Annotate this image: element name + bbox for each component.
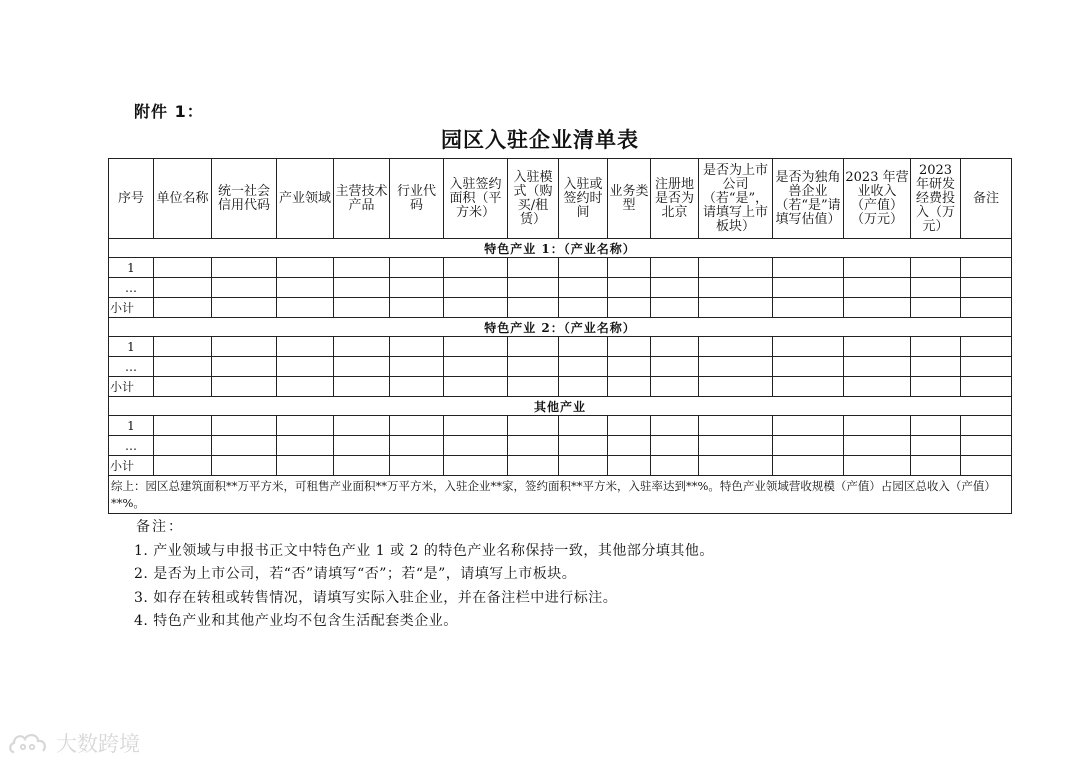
subtotal-row: [109, 298, 1012, 318]
header-business-type: 业务类型: [608, 159, 651, 239]
table-cell[interactable]: [444, 456, 508, 476]
table-cell[interactable]: [559, 258, 608, 278]
header-signed-area: 入驻签约面积（平方米）: [444, 159, 508, 239]
table-cell[interactable]: [390, 337, 444, 357]
table-cell[interactable]: [961, 357, 1012, 377]
table-cell[interactable]: [277, 298, 334, 318]
header-entry-mode: 入驻模式（购买/租赁）: [508, 159, 559, 239]
header-serial: 序号: [109, 159, 154, 239]
table-cell[interactable]: [773, 278, 844, 298]
table-row: [109, 337, 1012, 357]
table-cell[interactable]: [651, 278, 699, 298]
cloud-logo-icon: [8, 730, 50, 756]
table-cell[interactable]: [444, 337, 508, 357]
table-cell[interactable]: [651, 337, 699, 357]
section-row: [109, 397, 1012, 416]
table-cell[interactable]: [212, 258, 277, 278]
table-cell[interactable]: [508, 377, 559, 397]
table-cell[interactable]: [334, 278, 390, 298]
table-cell[interactable]: [444, 377, 508, 397]
table-cell[interactable]: [390, 298, 444, 318]
table-cell[interactable]: [212, 298, 277, 318]
table-cell[interactable]: [608, 436, 651, 456]
header-industry-code: 行业代码: [390, 159, 444, 239]
table-cell[interactable]: [390, 436, 444, 456]
table-cell[interactable]: [651, 436, 699, 456]
header-rd-2023: 2023 年研发经费投入（万元）: [911, 159, 961, 239]
notes-section: [134, 516, 714, 634]
table-cell[interactable]: [911, 298, 961, 318]
table-cell[interactable]: [508, 416, 559, 436]
note-item: 4. 特色产业和其他产业均不包含生活配套类企业。: [134, 613, 458, 629]
table-cell[interactable]: [212, 278, 277, 298]
table-cell[interactable]: [559, 357, 608, 377]
section-row: [109, 318, 1012, 337]
table-cell[interactable]: [961, 436, 1012, 456]
table-cell[interactable]: [651, 258, 699, 278]
table-cell[interactable]: [508, 456, 559, 476]
subtotal-row: [109, 456, 1012, 476]
table-cell[interactable]: [212, 377, 277, 397]
header-company-name: 单位名称: [154, 159, 212, 239]
table-cell[interactable]: [844, 416, 911, 436]
table-cell[interactable]: [334, 456, 390, 476]
table-cell[interactable]: [444, 436, 508, 456]
note-item: 2. 是否为上市公司，若“否”请填写“否”；若“是”，请填写上市板块。: [134, 566, 577, 582]
table-cell[interactable]: [773, 456, 844, 476]
table-cell[interactable]: [212, 416, 277, 436]
table-cell[interactable]: [844, 278, 911, 298]
table-cell[interactable]: [154, 298, 212, 318]
table-cell[interactable]: [699, 416, 773, 436]
table-cell[interactable]: [911, 357, 961, 377]
table-cell[interactable]: [699, 298, 773, 318]
attachment-label: 附件 1：: [134, 102, 204, 121]
table-cell[interactable]: [154, 357, 212, 377]
table-cell[interactable]: [334, 298, 390, 318]
table-cell[interactable]: [844, 436, 911, 456]
row-serial: 1: [109, 258, 154, 278]
subtotal-label: 小计: [109, 298, 154, 318]
table-cell[interactable]: [390, 377, 444, 397]
table-cell[interactable]: [608, 416, 651, 436]
table-row: [109, 258, 1012, 278]
watermark: [8, 728, 140, 758]
table-cell[interactable]: [608, 337, 651, 357]
table-cell[interactable]: [390, 278, 444, 298]
table-cell[interactable]: [651, 357, 699, 377]
table-cell[interactable]: [911, 278, 961, 298]
table-cell[interactable]: [334, 258, 390, 278]
table-cell[interactable]: [334, 436, 390, 456]
table-cell[interactable]: [559, 416, 608, 436]
table-cell[interactable]: [608, 357, 651, 377]
subtotal-label: 小计: [109, 377, 154, 397]
table-cell[interactable]: [911, 416, 961, 436]
header-credit-code: 统一社会信用代码: [212, 159, 277, 239]
table-cell[interactable]: [559, 436, 608, 456]
table-cell[interactable]: [277, 278, 334, 298]
table-cell[interactable]: [911, 337, 961, 357]
table-cell[interactable]: [154, 416, 212, 436]
table-cell[interactable]: [961, 278, 1012, 298]
table-cell[interactable]: [608, 258, 651, 278]
header-listed-company: 是否为上市公司（若“是”，请填写上市板块）: [699, 159, 773, 239]
table-cell[interactable]: [961, 416, 1012, 436]
note-item: 1. 产业领域与申报书正文中特色产业 1 或 2 的特色产业名称保持一致，其他部分填其他。: [134, 542, 714, 559]
table-cell[interactable]: [608, 278, 651, 298]
subtotal-row: [109, 377, 1012, 397]
table-cell[interactable]: [444, 416, 508, 436]
summary-row: [109, 476, 1012, 514]
table-cell[interactable]: [911, 436, 961, 456]
table-cell[interactable]: [277, 377, 334, 397]
section-title: 特色产业 2：（产业名称）: [109, 318, 1012, 337]
table-cell[interactable]: [277, 258, 334, 278]
table-cell[interactable]: [911, 377, 961, 397]
table-cell[interactable]: [277, 337, 334, 357]
table-cell[interactable]: [961, 258, 1012, 278]
table-cell[interactable]: [559, 337, 608, 357]
table-cell[interactable]: [444, 258, 508, 278]
table-cell[interactable]: [212, 456, 277, 476]
table-cell[interactable]: [390, 258, 444, 278]
table-cell[interactable]: [334, 377, 390, 397]
table-cell[interactable]: [773, 298, 844, 318]
table-cell[interactable]: [154, 258, 212, 278]
table-cell[interactable]: [699, 337, 773, 357]
row-serial: …: [109, 357, 154, 377]
table-cell[interactable]: [559, 298, 608, 318]
table-cell[interactable]: [154, 436, 212, 456]
table-cell[interactable]: [608, 377, 651, 397]
table-cell[interactable]: [212, 357, 277, 377]
table-cell[interactable]: [154, 278, 212, 298]
watermark-text: 大数跨境: [56, 732, 140, 756]
header-entry-time: 入驻或签约时间: [559, 159, 608, 239]
table-cell[interactable]: [559, 278, 608, 298]
header-revenue-2023: 2023 年营业收入（产值）（万元）: [844, 159, 911, 239]
table-cell[interactable]: [699, 436, 773, 456]
row-serial: 1: [109, 337, 154, 357]
table-cell[interactable]: [699, 456, 773, 476]
table-row: [109, 416, 1012, 436]
table-cell[interactable]: [334, 337, 390, 357]
table-cell[interactable]: [559, 377, 608, 397]
table-cell[interactable]: [390, 416, 444, 436]
table-cell[interactable]: [559, 456, 608, 476]
table-cell[interactable]: [212, 337, 277, 357]
table-cell[interactable]: [773, 436, 844, 456]
table-header-row: [109, 159, 1012, 239]
table-cell[interactable]: [277, 357, 334, 377]
table-cell[interactable]: [444, 278, 508, 298]
table-cell[interactable]: [651, 298, 699, 318]
table-cell[interactable]: [844, 377, 911, 397]
table-cell[interactable]: [444, 357, 508, 377]
note-item: 3. 如存在转租或转售情况，请填写实际入驻企业，并在备注栏中进行标注。: [134, 589, 618, 606]
table-cell[interactable]: [961, 337, 1012, 357]
table-cell[interactable]: [390, 456, 444, 476]
table-cell[interactable]: [651, 416, 699, 436]
table-cell[interactable]: [961, 456, 1012, 476]
table-cell[interactable]: [154, 337, 212, 357]
table-cell[interactable]: [961, 298, 1012, 318]
summary-text: 综上：园区总建筑面积**万平方米，可租售产业面积**万平方米，入驻企业**家，签约面积**平方米，入驻率达到**%。特色产业领域营收规模（产值）占园区总收入（产值）**%。: [109, 476, 1012, 514]
subtotal-label: 小计: [109, 456, 154, 476]
table-cell[interactable]: [608, 298, 651, 318]
table-row: [109, 436, 1012, 456]
table-cell[interactable]: [334, 416, 390, 436]
table-cell[interactable]: [390, 357, 444, 377]
section-row: [109, 239, 1012, 258]
enterprise-list-table: [108, 158, 1012, 514]
table-row: [109, 357, 1012, 377]
table-cell[interactable]: [911, 258, 961, 278]
table-cell[interactable]: [773, 337, 844, 357]
row-serial: 1: [109, 416, 154, 436]
table-cell[interactable]: [508, 436, 559, 456]
table-cell[interactable]: [844, 298, 911, 318]
section-title: 其他产业: [109, 397, 1012, 416]
header-main-products: 主营技术产品: [334, 159, 390, 239]
table-row: [109, 278, 1012, 298]
table-cell[interactable]: [508, 357, 559, 377]
section-title: 特色产业 1：（产业名称）: [109, 239, 1012, 258]
table-cell[interactable]: [508, 298, 559, 318]
table-cell[interactable]: [444, 298, 508, 318]
table-cell[interactable]: [277, 436, 334, 456]
table-cell[interactable]: [961, 377, 1012, 397]
table-cell[interactable]: [334, 357, 390, 377]
header-industry-field: 产业领域: [277, 159, 334, 239]
table-cell[interactable]: [508, 258, 559, 278]
row-serial: …: [109, 278, 154, 298]
table-cell[interactable]: [844, 357, 911, 377]
table-cell[interactable]: [911, 456, 961, 476]
table-cell[interactable]: [699, 278, 773, 298]
table-cell[interactable]: [699, 357, 773, 377]
table-cell[interactable]: [699, 258, 773, 278]
header-registered-beijing: 注册地是否为北京: [651, 159, 699, 239]
table-cell[interactable]: [508, 278, 559, 298]
notes-heading: 备注：: [136, 519, 184, 535]
table-cell[interactable]: [773, 377, 844, 397]
table-cell[interactable]: [844, 258, 911, 278]
table-cell[interactable]: [277, 416, 334, 436]
header-remarks: 备注: [961, 159, 1012, 239]
table-cell[interactable]: [844, 456, 911, 476]
table-cell[interactable]: [773, 357, 844, 377]
table-cell[interactable]: [154, 377, 212, 397]
row-serial: …: [109, 436, 154, 456]
table-cell[interactable]: [508, 337, 559, 357]
table-cell[interactable]: [651, 377, 699, 397]
table-cell[interactable]: [608, 456, 651, 476]
table-cell[interactable]: [277, 456, 334, 476]
document-title: 园区入驻企业清单表: [441, 127, 639, 152]
table-cell[interactable]: [844, 337, 911, 357]
table-cell[interactable]: [699, 377, 773, 397]
table-cell[interactable]: [773, 416, 844, 436]
table-cell[interactable]: [154, 456, 212, 476]
table-cell[interactable]: [651, 456, 699, 476]
header-unicorn: 是否为独角兽企业（若“是”请填写估值）: [773, 159, 844, 239]
table-cell[interactable]: [773, 258, 844, 278]
table-cell[interactable]: [212, 436, 277, 456]
